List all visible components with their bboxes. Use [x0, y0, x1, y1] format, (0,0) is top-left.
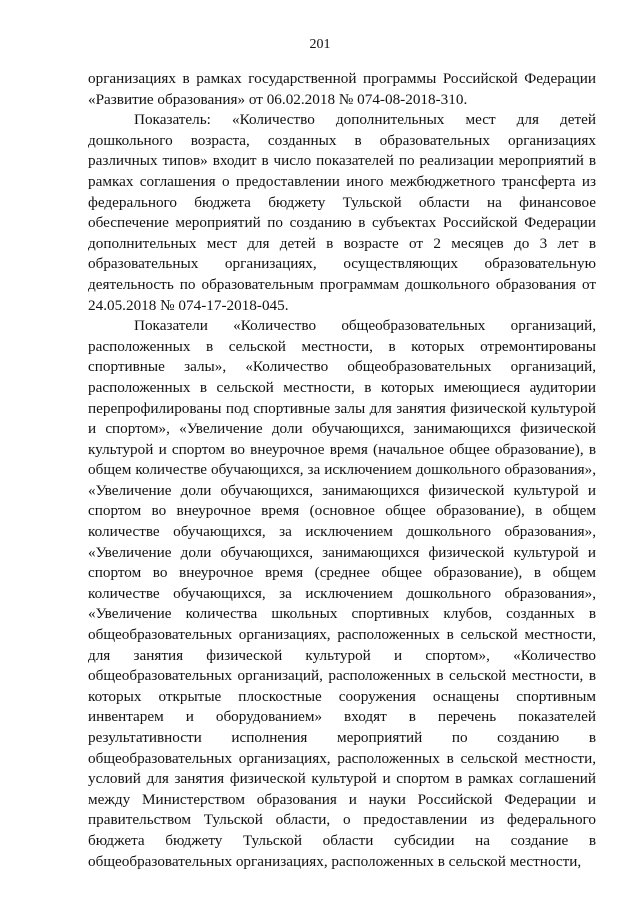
page-number: 201: [309, 37, 331, 52]
paragraph-preschool-indicator: Показатель: «Количество дополнительных мест для детей дошкольного возраста, созданных в образовательных организациях различных типов» входит в число показателей по реализации мероприятий в рамках соглашения о предоставлении иного межбюджетного трансферта из федерального бюджета бюджету Тульской области на финансовое обеспечение мероприятий по созданию в субъектах Российской Федерации дополнительных мест для детей в возрасте от 2 месяцев до 3 лет в образовательных организациях, осуществляющих образовательную деятельность по образовательным программам дошкольного образования от 24.05.2018 № 074-17-2018-045.: [88, 111, 596, 314]
paragraph-sports-indicators: Показатели «Количество общеобразовательных организаций, расположенных в сельской местности, в которых отремонтированы спортивные залы», «Количество общеобразовательных организаций, расположенных в сельской местности, в которых имеющиеся аудитории перепрофилированы под спортивные залы для занятия физической культурой и спортом», «Увеличение доли обучающихся, занимающихся физической культурой и спортом во внеурочное время (начальное общее образование), в общем количестве обучающихся, за исключением дошкольного образования», «Увеличение доли обучающихся, занимающихся физической культурой и спортом во внеурочное время (основное общее образование), в общем количестве обучающихся, за исключением дошкольного образования», «Увеличение доли обучающихся, занимающихся физической культурой и спортом во внеурочное время (среднее общее образование), в общем количестве обучающихся, за исключением дошкольного образования», «Увеличение количества школьных спортивных клубов, созданных в общеобразовательных организациях, расположенных в сельской местности, для занятия физической культурой и спортом», «Количество общеобразовательных организаций, расположенных в сельской местности, в которых открытые плоскостные сооружения оснащены спортивным инвентарем и оборудованием» входят в перечень показателей результативности исполнения мероприятий по созданию в общеобразовательных организациях, расположенных в сельской местности, условий для занятия физической культурой и спортом в рамках соглашений между Министерством образования и науки Российской Федерации и правительством Тульской области, о предоставлении из федерального бюджета бюджету Тульской области субсидии на создание в общеобразовательных организациях, расположенных в сельской местности,: [88, 317, 596, 870]
document-body: [88, 69, 596, 872]
paragraph-continuation: организациях в рамках государственной программы Российской Федерации «Развитие образования» от 06.02.2018 № 074-08-2018-310.: [88, 70, 596, 108]
